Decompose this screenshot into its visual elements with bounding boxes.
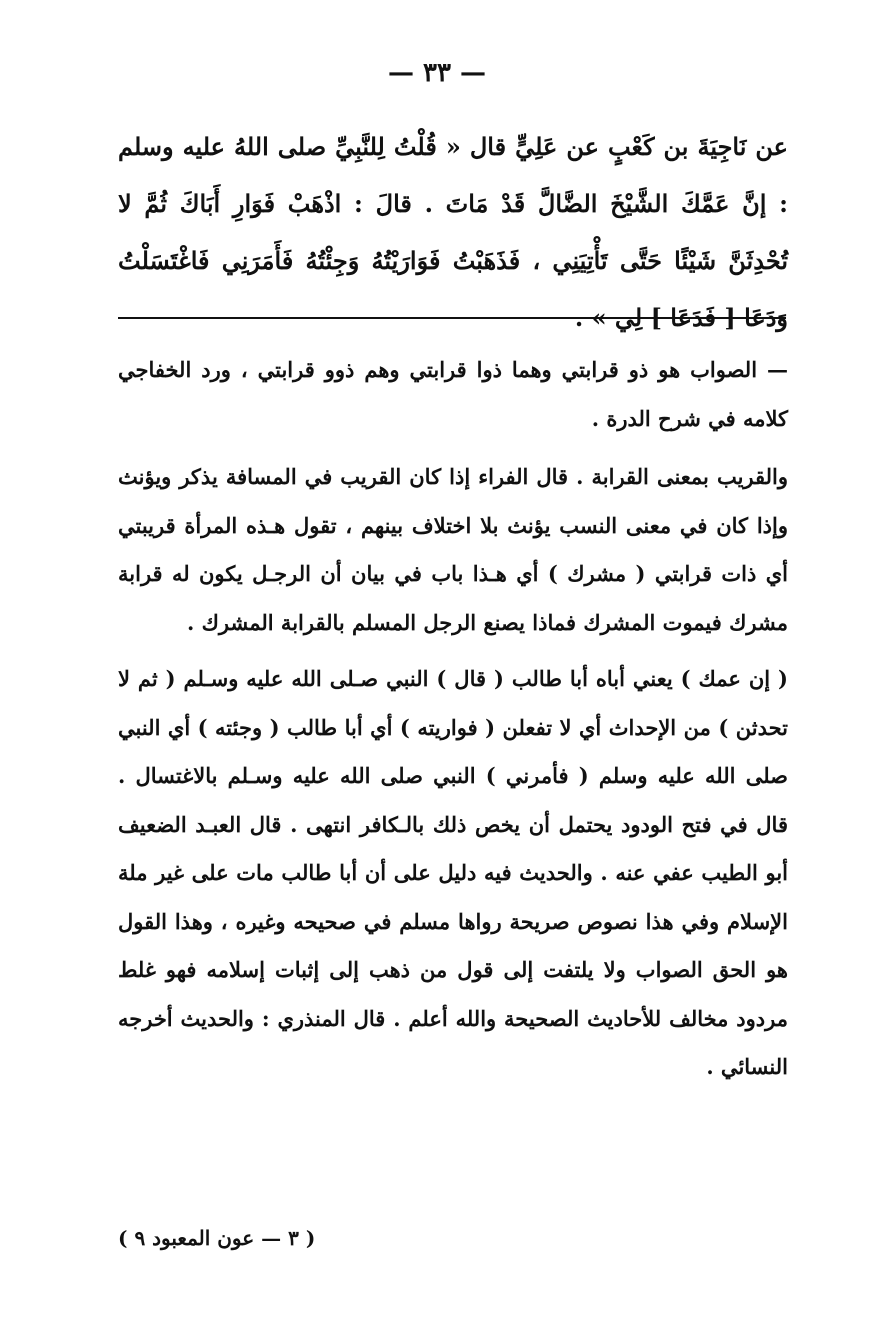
hadith-text: عن نَاجِيَةَ بن كَعْبٍ عن عَلِيٍّ قال « قُلْتُ لِلنَّبِيِّ صلى اللهُ عليه وسلم : إنَّ عَمَّكَ الشَّيْخَ الضَّالَّ قَدْ مَاتَ . قالَ : اذْهَبْ فَوَارِ أَبَاكَ ثُمَّ لا تُحْدِثَنَّ شَيْئًا حَتَّى تَأْتِيَنِي ، فَذَهَبْتُ فَوَارَيْتُهُ وَجِئْتُهُ فَأَمَرَنِي فَاغْتَسَلْتُ وَدَعَا [ فَدَعَا ] لِي » . xyxy=(118,132,788,332)
separator-rule xyxy=(118,317,786,319)
commentary-paragraph-1: — الصواب هو ذو قرابتي وهما ذوا قرابتي وهم ذوو قرابتي ، ورد الخفاجي كلامه في شرح الدرة . xyxy=(118,357,788,431)
page-number: — ٣٣ — xyxy=(387,58,487,88)
footer-signature: ( ٣ — عون المعبود ٩ ) xyxy=(118,1226,316,1250)
commentary xyxy=(118,346,788,1100)
commentary-paragraph-2: والقريب بمعنى القرابة . قال الفراء إذا كان القريب في المسافة يذكر ويؤنث وإذا كان في معنى النسب يؤنث بلا اختلاف بينهم ، تقول هـذه المرأة قريبتي أي ذات قرابتي ( مشرك ) أي هـذا باب في بيان أن الرجـل يكون له قرابة مشرك فيموت المشرك فماذا يصنع الرجل المسلم بالقرابة المشرك . xyxy=(118,464,788,635)
commentary-paragraph-3: ( إن عمك ) يعني أباه أبا طالب ( قال ) النبي صـلى الله عليه وسـلم ( ثم لا تحدثن ) من الإحداث أي لا تفعلن ( فواريته ) أي أبا طالب ( وجئته ) أي النبي صلى الله عليه وسلم ( فأمرني ) النبي صلى الله عليه وسـلم بالاغتسال . قال في فتح الودود يحتمل أن يخص ذلك بالـكافر انتهى . قال العبـد الضعيف أبو الطيب عفي عنه . والحديث فيه دليل على أن أبا طالب مات على غير ملة الإسلام وفي هذا نصوص صريحة رواها مسلم في صحيحه وغيره ، وهذا القول هو الحق الصواب ولا يلتفت إلى قول من ذهب إلى إثبات إسلامه فهو غلط مردود مخالف للأحاديث الصحيحة والله أعلم . قال المنذري : والحديث أخرجه النسائي . xyxy=(118,666,788,1079)
